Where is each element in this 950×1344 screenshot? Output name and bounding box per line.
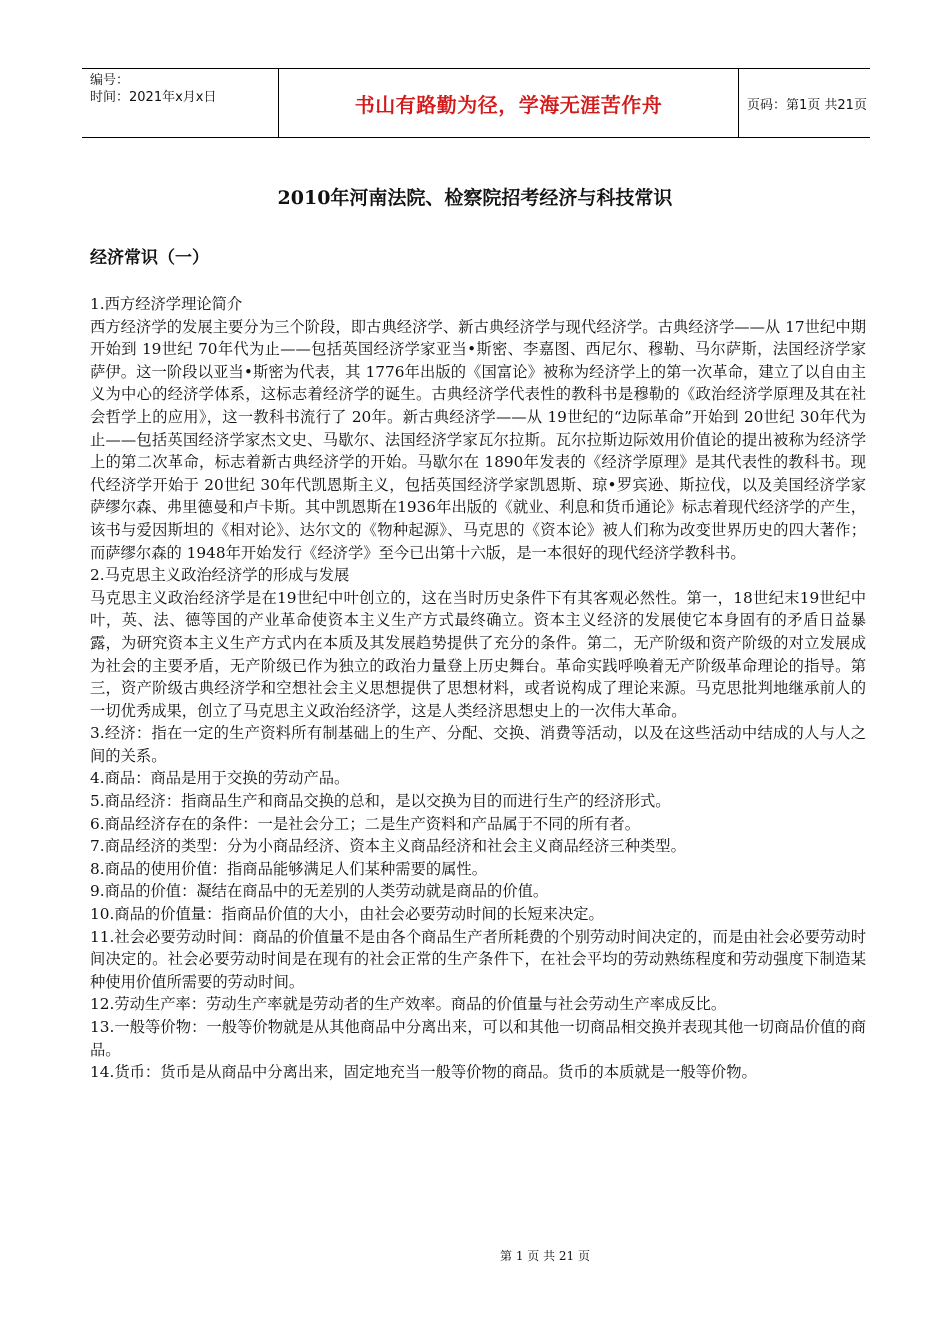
paragraph: 6.商品经济存在的条件：一是社会分工；二是生产资料和产品属于不同的所有者。 (90, 814, 640, 833)
header-motto: 书山有路勤为径，学海无涯苦作舟 (279, 69, 739, 137)
paragraph: 2.马克思主义政治经济学的形成与发展 (90, 566, 350, 585)
paragraph: 1.西方经济学理论简介 (90, 295, 243, 313)
number-label: 编号： (90, 73, 130, 88)
paragraph: 马克思主义政治经济学是在19世纪中叶创立的，这在当时历史条件下有其客观必然性。第一，18世纪末19世纪中叶，英、法、德等国的产业革命使资本主义生产方式最终确立。资本主义经济的发展使它本身固有的矛盾日益暴露，为研究资本主义生产方式内在本质及其发展趋势提供了充分的条件。第二，无产阶级和资产阶级的对立发展成为社会的主要矛盾，无产阶级已作为独立的政治力量登上历史舞台。革命实践呼唤着无产阶级革命理论的指导。第三，资产阶级古典经济学和空想社会主义思想提供了思想材料，或者说构成了理论来源。马克思批判地继承前人的一切优秀成果，创立了马克思主义政治经济学，这是人类经济思想史上的一次伟大革命。 (90, 588, 866, 720)
page-footer: 第 1 页 共 21 页 (500, 1249, 590, 1263)
paragraph: 3.经济：指在一定的生产资料所有制基础上的生产、分配、交换、消费等活动，以及在这些活动中结成的人与人之间的关系。 (90, 724, 866, 765)
paragraph: 5.商品经济：指商品生产和商品交换的总和，是以交换为目的而进行生产的经济形式。 (90, 792, 671, 811)
paragraph: 11.社会必要劳动时间：商品的价值量不是由各个商品生产者所耗费的个别劳动时间决定的，而是由社会必要劳动时间决定的。社会必要劳动时间是在现有的社会正常的生产条件下，在社会平均的劳动熟练程度和劳动强度下制造某种使用价值所需要的劳动时间。 (90, 927, 866, 991)
paragraph: 9.商品的价值：凝结在商品中的无差别的人类劳动就是商品的价值。 (90, 882, 549, 901)
page-header (82, 68, 870, 138)
paragraph: 10.商品的价值量：指商品价值的大小，由社会必要劳动时间的长短来决定。 (90, 905, 604, 924)
document-title: 2010年河南法院、检察院招考经济与科技常识 (277, 187, 673, 209)
paragraph: 4.商品：商品是用于交换的劳动产品。 (90, 769, 350, 788)
section-heading: 经济常识（一） (90, 248, 209, 268)
paragraph: 14.货币：货币是从商品中分离出来，固定地充当一般等价物的商品。货币的本质就是一般等价物。 (90, 1063, 757, 1082)
paragraph: 7.商品经济的类型：分为小商品经济、资本主义商品经济和社会主义商品经济三种类型。 (90, 837, 686, 856)
document-body (90, 293, 866, 1084)
date-label: 时间：2021年x月x日 (90, 90, 217, 105)
paragraph: 西方经济学的发展主要分为三个阶段，即古典经济学、新古典经济学与现代经济学。古典经济学——从 17世纪中期开始到 19世纪 70年代为止——包括英国经济学家亚当•斯密、李嘉图、西尼尔、穆勒、马尔萨斯，法国经济学家萨伊。这一阶段以亚当•斯密为代表，其 1776年出版的《国富论》被称为经济学上的第一次革命，建立了以自由主义为中心的经济学体系，这标志着经济学的诞生。古典经济学代表性的教科书是穆勒的《政治经济学原理及其在社会哲学上的应用》，这一教科书流行了 20年。新古典经济学——从 19世纪的“边际革命”开始到 20世纪 30年代为止——包括英国经济学家杰文史、马歇尔、法国经济学家瓦尔拉斯。瓦尔拉斯边际效用价值论的提出被称为经济学上的第二次革命，标志着新古典经济学的开始。马歇尔在 1890年发表的《经济学原理》是其代表性的教科书。现代经济学开始于 20世纪 30年代凯恩斯主义，包括英国经济学家凯恩斯、琼•罗宾逊、斯拉伐，以及美国经济学家萨缪尔森、弗里德曼和卢卡斯。其中凯恩斯在1936年出版的《就业、利息和货币通论》标志着现代经济学的产生，该书与爱因斯坦的《相对论》、达尔文的《物种起源》、马克思的《资本论》被人们称为改变世界历史的四大著作；而萨缪尔森的 1948年开始发行《经济学》至今已出第十六版，是一本很好的现代经济学教科书。 (90, 317, 866, 562)
paragraph: 13.一般等价物：一般等价物就是从其他商品中分离出来，可以和其他一切商品相交换并表现其他一切商品价值的商品。 (90, 1018, 866, 1059)
paragraph: 12.劳动生产率：劳动生产率就是劳动者的生产效率。商品的价值量与社会劳动生产率成反比。 (90, 995, 727, 1014)
paragraph: 8.商品的使用价值：指商品能够满足人们某种需要的属性。 (90, 859, 488, 878)
header-page-info: 页码：第1页 共21页 (747, 97, 867, 113)
header-meta (82, 69, 279, 137)
